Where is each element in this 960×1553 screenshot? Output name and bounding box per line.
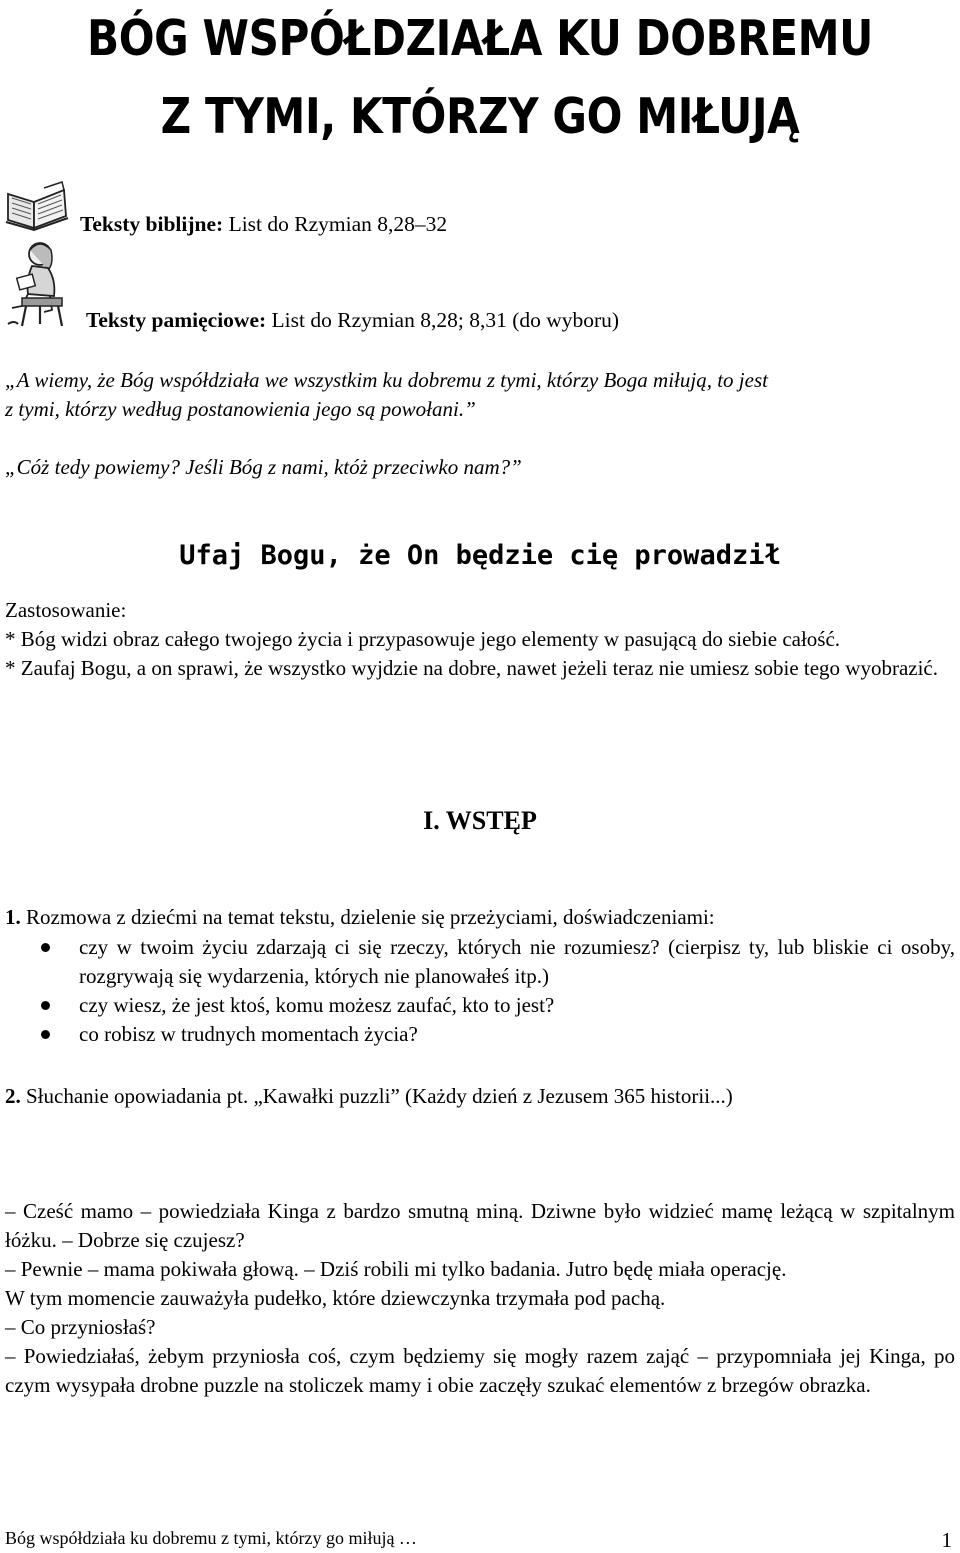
bullet-icon xyxy=(41,943,50,952)
list-item: co robisz w trudnych momentach życia? xyxy=(5,1020,955,1049)
story-paragraph-4: – Co przyniosłaś? xyxy=(5,1315,156,1339)
application-item-2: * Zaufaj Bogu, a on sprawi, że wszystko wyjdzie na dobre, nawet jeżeli teraz nie umiesz sobie tego wyobrazić. xyxy=(5,656,939,680)
application-label: Zastosowanie: xyxy=(5,598,127,622)
reading-girl-icon xyxy=(4,240,70,330)
point-1-number: 1. xyxy=(5,905,21,929)
list-item: czy w twoim życiu zdarzają ci się rzeczy, których nie rozumiesz? (cierpisz ty, lub bliskie ci osoby, rozgrywają się wydarzenia, których nie planowałeś itp.) xyxy=(5,933,955,991)
story-paragraph-2: – Pewnie – mama pokiwała głową. – Dziś robili mi tylko badania. Jutro będę miała operację. xyxy=(5,1257,787,1281)
footer-running-title: Bóg współdziała ku dobremu z tymi, którzy go miłują … xyxy=(5,1528,417,1548)
section-heading: I. WSTĘP xyxy=(423,806,537,835)
point-2-text: Słuchanie opowiadania pt. „Kawałki puzzli” (Każdy dzień z Jezusem 365 historii...) xyxy=(20,1084,733,1108)
document-title-line-1: BÓG WSPÓŁDZIAŁA KU DOBREMU xyxy=(87,10,873,67)
point-1-bullets xyxy=(5,933,955,1049)
biblical-texts xyxy=(80,212,447,237)
application-block xyxy=(5,596,957,683)
biblical-texts-value: List do Rzymian 8,28–32 xyxy=(223,212,448,236)
motto: Ufaj Bogu, że On będzie cię prowadził xyxy=(179,540,781,571)
biblical-texts-label: Teksty biblijne: xyxy=(80,212,224,236)
story-paragraph-1: – Cześć mamo – powiedziała Kinga z bardzo smutną miną. Dziwne było widzieć mamę leżącą w szpitalnym łóżku. – Dobrze się czujesz? xyxy=(5,1199,955,1252)
story-paragraph-5: – Powiedziałaś, żebym przyniosła coś, czym będziemy się mogły razem zająć – przypomniała jej Kinga, po czym wysypała drobne puzzle na stoliczek mamy i obie zaczęły szukać elementów z brzegów obrazka. xyxy=(5,1344,955,1397)
memory-texts-label: Teksty pamięciowe: xyxy=(86,308,267,332)
story-paragraph-3: W tym momencie zauważyła pudełko, które dziewczynka trzymała pod pachą. xyxy=(5,1286,666,1310)
quote-2: „Cóż tedy powiemy? Jeśli Bóg z nami, któż przeciwko nam?” xyxy=(5,455,522,479)
open-book-icon xyxy=(4,180,70,232)
memory-texts-value: List do Rzymian 8,28; 8,31 (do wyboru) xyxy=(266,308,620,332)
point-1-text: Rozmowa z dziećmi na temat tekstu, dzielenie się przeżyciami, doświadczeniami: xyxy=(20,905,715,929)
story xyxy=(5,1197,955,1400)
point-2-number: 2. xyxy=(5,1084,21,1108)
list-item: czy wiesz, że jest ktoś, komu możesz zaufać, kto to jest? xyxy=(5,991,955,1020)
bullet-icon xyxy=(41,1030,50,1039)
application-item-1: * Bóg widzi obraz całego twojego życia i przypasowuje jego elementy w pasującą do siebie całość. xyxy=(5,627,841,651)
memory-texts xyxy=(86,308,619,333)
bullet-icon xyxy=(41,1001,50,1010)
page-number: 1 xyxy=(941,1528,952,1552)
point-1 xyxy=(5,903,955,932)
quote-1-line-1: „A wiemy, że Bóg współdziała we wszystkim ku dobremu z tymi, którzy Boga miłują, to jest xyxy=(5,368,768,392)
quote-1-line-2: z tymi, którzy według postanowienia jego są powołani.” xyxy=(5,397,476,421)
document-title-line-2: Z TYMI, KTÓRZY GO MIŁUJĄ xyxy=(160,88,800,145)
point-2 xyxy=(5,1082,955,1111)
